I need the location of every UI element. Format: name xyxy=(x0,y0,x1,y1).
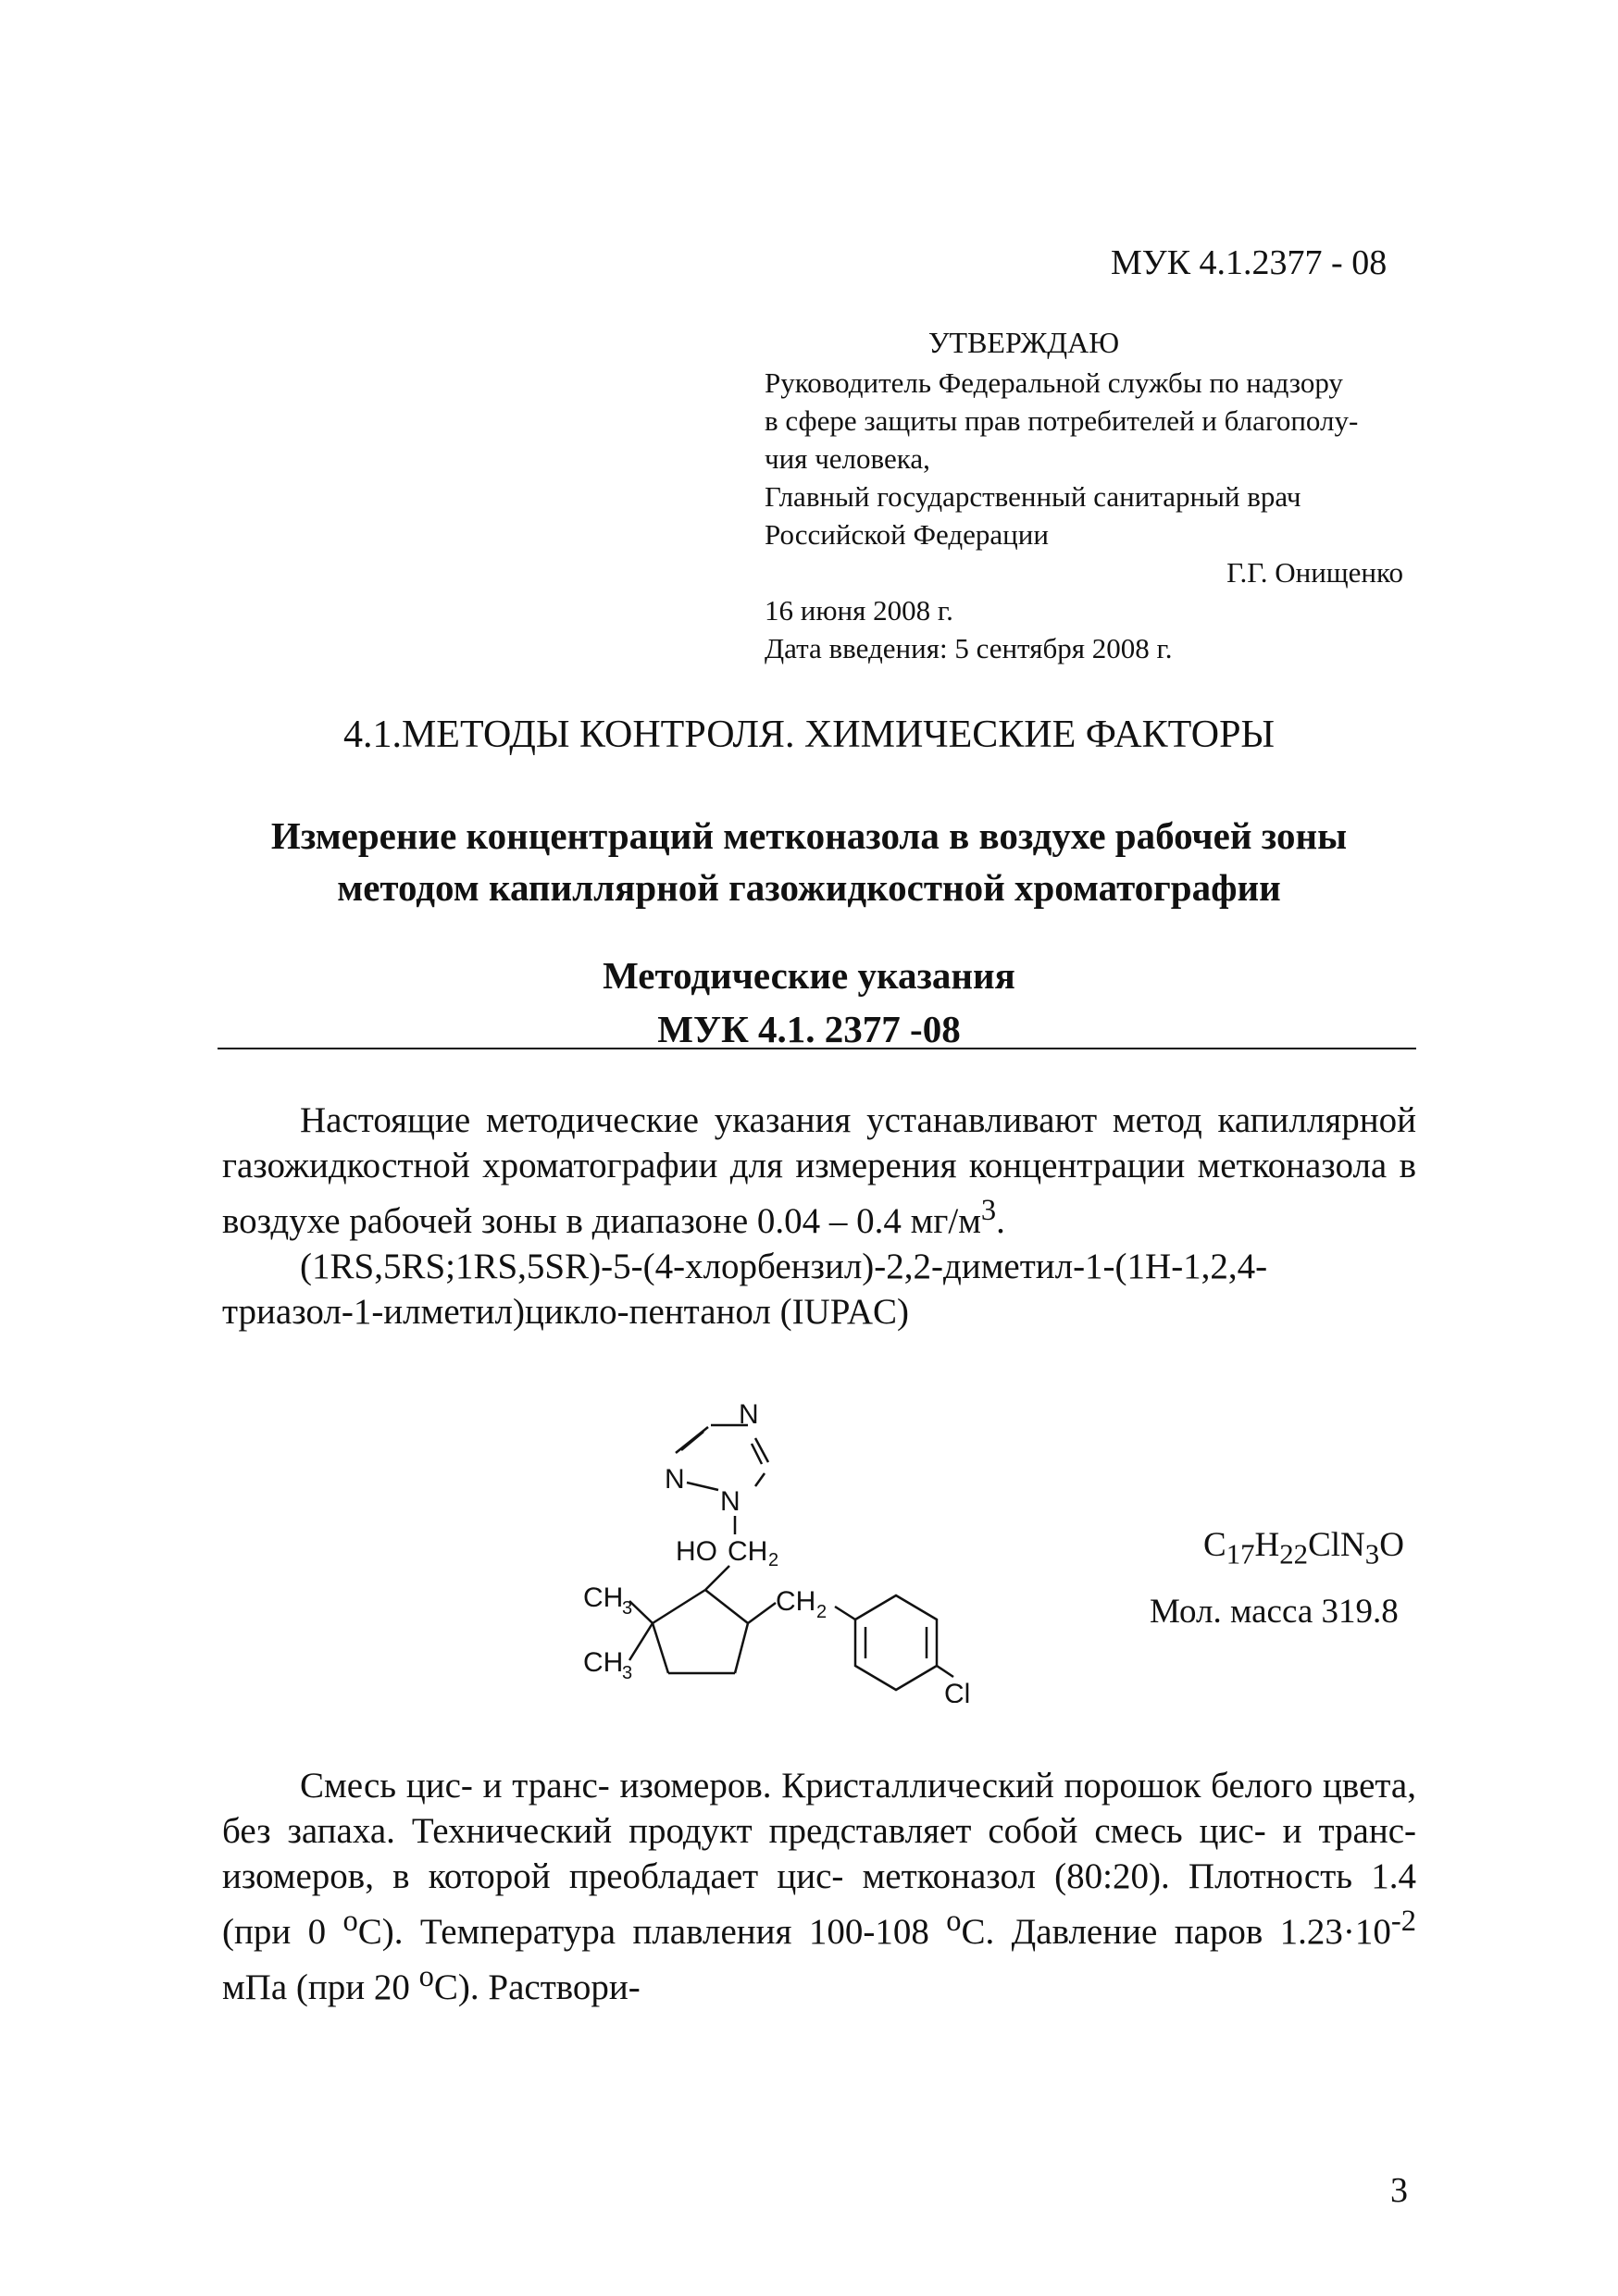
guidelines-label: Методические указания xyxy=(603,954,1015,997)
approval-position-line: Главный государственный санитарный врач xyxy=(765,480,1301,513)
methylene-label: CH xyxy=(728,1536,768,1567)
page-number: 3 xyxy=(1390,2171,1408,2210)
formula-subscript: 22 xyxy=(1279,1538,1309,1570)
intro-end: . xyxy=(996,1201,1005,1241)
triazole-n-atom: N xyxy=(739,1399,759,1430)
formula-subscript: 17 xyxy=(1226,1538,1255,1570)
subscript: 2 xyxy=(816,1602,828,1622)
title-line: Измерение концентраций метконазола в воздухе рабочей зоны xyxy=(270,814,1348,857)
structural-formula xyxy=(546,1397,1046,1703)
description-paragraph xyxy=(222,1763,1416,2010)
subscript: 2 xyxy=(768,1550,779,1570)
chlorine-label: Cl xyxy=(944,1679,971,1703)
intro-section xyxy=(222,1098,1416,1334)
title-divider xyxy=(218,1048,1416,1049)
description-text: С). Раствори- xyxy=(433,1967,641,2007)
degree-superscript: o xyxy=(418,1960,434,1993)
approval-block xyxy=(765,324,1413,667)
degree-superscript: o xyxy=(342,1905,358,1938)
approval-position-line: Российской Федерации xyxy=(765,518,1049,551)
intro-paragraph xyxy=(222,1098,1416,1244)
description-text: С). Температура плавления 100-108 xyxy=(357,1912,947,1952)
approval-date: 16 июня 2008 г. xyxy=(765,594,953,627)
approval-position-line: чия человека, xyxy=(765,442,930,475)
description-text: Смесь цис- и транс- изомеров. Кристаллический порошок белого цвета, без запаха. Технический продукт представляет собой смесь цис- и транс- изомеров, в которой преобладает цис- метконазол (80:20). Плотность 1.4 (при 0 xyxy=(222,1766,1416,1952)
formula-part: H xyxy=(1254,1526,1280,1564)
formula-part: ClN xyxy=(1308,1526,1365,1564)
formula-subscript: 3 xyxy=(1364,1538,1380,1570)
document-title xyxy=(0,810,1618,913)
formula-part: O xyxy=(1379,1526,1404,1564)
subscript: 3 xyxy=(622,1663,633,1683)
guidelines-code: МУК 4.1. 2377 -08 xyxy=(657,1008,961,1050)
molecular-formula xyxy=(1203,1525,1404,1570)
document-code: МУК 4.1.2377 - 08 xyxy=(1111,243,1388,282)
signatory-name: Г.Г. Онищенко xyxy=(1226,556,1403,589)
formula-part: C xyxy=(1203,1526,1226,1564)
molecular-mass: Мол. масса 319.8 xyxy=(1150,1593,1399,1631)
triazole-n-atom: N xyxy=(665,1464,685,1495)
intro-text: Настоящие методические указания устанавливают метод капиллярной газожидкостной хроматографии для измерения концентрации метконазола в воздухе рабочей зоны в диапазоне 0.04 – 0.4 мг/м xyxy=(222,1100,1416,1241)
hydroxyl-label: HO xyxy=(676,1536,717,1567)
exponent-superscript: -2 xyxy=(1390,1905,1416,1938)
triazole-n-atom: N xyxy=(720,1486,741,1517)
approval-position-line: Руководитель Федеральной службы по надзору xyxy=(765,366,1343,399)
iupac-name: (1RS,5RS;1RS,5SR)-5-(4-хлорбензил)-2,2-диметил-1-(1H-1,2,4-триазол-1-илметил)цикло-пентанол (IUPAC) xyxy=(222,1247,1268,1332)
methyl-label: CH xyxy=(583,1582,624,1613)
degree-superscript: o xyxy=(946,1905,962,1938)
introduction-date: Дата введения: 5 сентября 2008 г. xyxy=(765,632,1173,664)
methylene-label: CH xyxy=(776,1586,816,1617)
description-text: С. Давление паров 1.23·10 xyxy=(961,1912,1391,1952)
unit-superscript: 3 xyxy=(980,1194,997,1227)
description-text: мПа (при 20 xyxy=(222,1967,419,2007)
subscript: 3 xyxy=(622,1598,633,1619)
approval-heading: УТВЕРЖДАЮ xyxy=(927,326,1120,359)
approval-position-line: в сфере защиты прав потребителей и благополу- xyxy=(765,404,1359,437)
section-title: 4.1.МЕТОДЫ КОНТРОЛЯ. ХИМИЧЕСКИЕ ФАКТОРЫ xyxy=(342,714,1276,756)
guidelines-heading xyxy=(0,949,1618,1056)
methyl-label: CH xyxy=(583,1647,624,1678)
title-line: методом капиллярной газожидкостной хроматографии xyxy=(337,866,1281,909)
